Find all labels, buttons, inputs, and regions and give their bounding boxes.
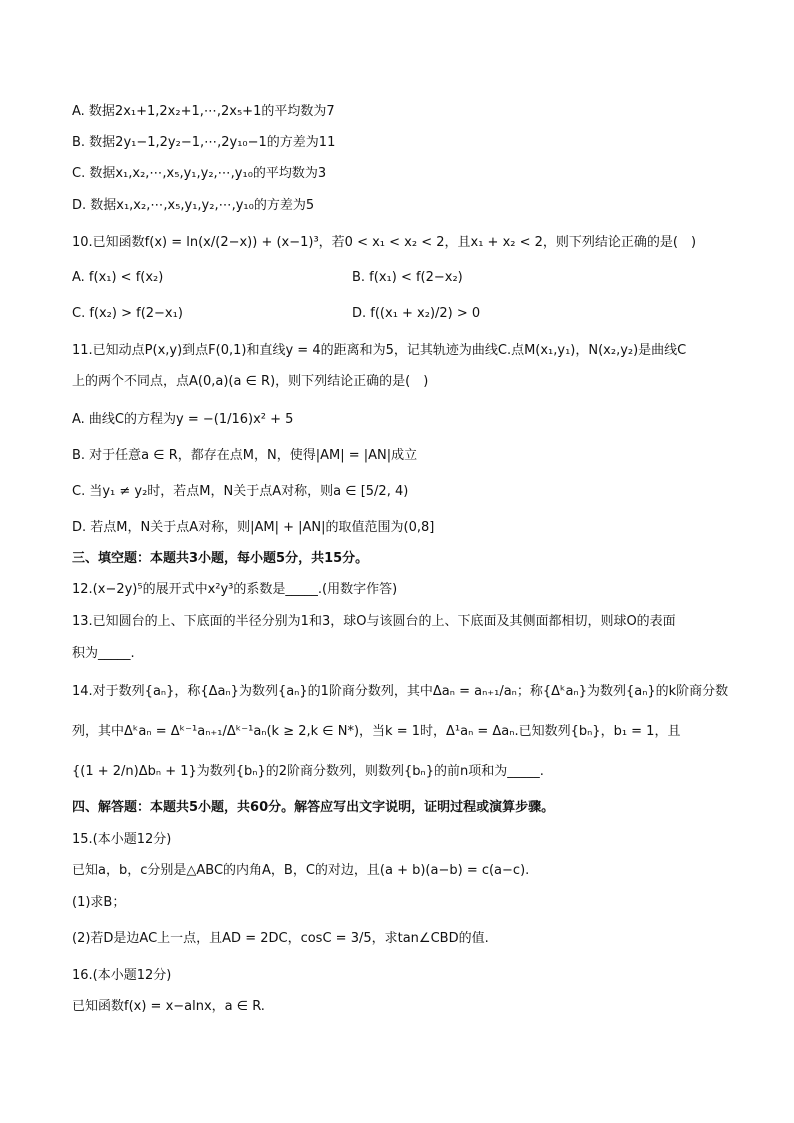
option-c-q10: C. f(x₂) > f(2−x₁): [72, 306, 183, 321]
q10-options-row1: [72, 268, 722, 288]
option-b-q10: B. f(x₁) < f(2−x₂): [352, 270, 463, 285]
question-14-line1: 14.对于数列{aₙ}，称{Δaₙ}为数列{aₙ}的1阶商分数列，其中Δaₙ = aₙ₊₁/aₙ；称{Δᵏaₙ}为数列{aₙ}的k阶商分数: [72, 684, 729, 699]
option-a-q10: A. f(x₁) < f(x₂): [72, 270, 164, 285]
question-14-line2: 列，其中Δᵏaₙ = Δᵏ⁻¹aₙ₊₁/Δᵏ⁻¹aₙ(k ≥ 2,k ∈ N*)，当k = 1时，Δ¹aₙ = Δaₙ.已知数列{bₙ}，b₁ = 1，且: [72, 724, 681, 739]
question-14-line3: {(1 + 2/n)Δbₙ + 1}为数列{bₙ}的2阶商分数列，则数列{bₙ}的前n项和为_____.: [72, 764, 544, 779]
question-11-line2: 上的两个不同点，点A(0,a)(a ∈ R)，则下列结论正确的是( ): [72, 374, 429, 389]
section-fill-in-header: 三、填空题：本题共3小题，每小题5分，共15分。: [72, 551, 369, 566]
question-15-part2: (2)若D是边AC上一点，且AD = 2DC，cosC = 3/5，求tan∠CBD的值.: [72, 931, 489, 946]
section-answer-header: 四、解答题：本题共5小题，共60分。解答应写出文字说明，证明过程或演算步骤。: [72, 800, 555, 815]
option-d-q10: D. f((x₁ + x₂)/2) > 0: [352, 306, 481, 321]
option-a-q9: A. 数据2x₁+1,2x₂+1,⋯,2x₅+1的平均数为7: [72, 104, 335, 119]
q10-options-row2: [72, 304, 722, 324]
question-16-title: 16.(本小题12分): [72, 968, 172, 983]
option-c-q9: C. 数据x₁,x₂,⋯,x₅,y₁,y₂,⋯,y₁₀的平均数为3: [72, 166, 327, 181]
question-10: 10.已知函数f(x) = ln(x/(2−x)) + (x−1)³，若0 < x₁ < x₂ < 2，且x₁ + x₂ < 2，则下列结论正确的是( ): [72, 235, 697, 250]
question-15-title: 15.(本小题12分): [72, 832, 172, 847]
question-16-stem: 已知函数f(x) = x−alnx，a ∈ R.: [72, 999, 265, 1014]
question-15-stem: 已知a，b，c分别是△ABC的内角A，B，C的对边，且(a + b)(a−b) = c(a−c).: [72, 863, 530, 878]
option-d-q11: D. 若点M，N关于点A对称，则|AM| + |AN|的取值范围为(0,8]: [72, 520, 435, 535]
option-b-q9: B. 数据2y₁−1,2y₂−1,⋯,2y₁₀−1的方差为11: [72, 135, 336, 150]
question-11-line1: 11.已知动点P(x,y)到点F(0,1)和直线y = 4的距离和为5，记其轨迹为曲线C.点M(x₁,y₁)，N(x₂,y₂)是曲线C: [72, 343, 687, 358]
question-15-part1: (1)求B；: [72, 895, 126, 910]
option-d-q9: D. 数据x₁,x₂,⋯,x₅,y₁,y₂,⋯,y₁₀的方差为5: [72, 198, 315, 213]
option-b-q11: B. 对于任意a ∈ R，都存在点M，N，使得|AM| = |AN|成立: [72, 448, 418, 463]
question-13-line1: 13.已知圆台的上、下底面的半径分别为1和3，球O与该圆台的上、下底面及其侧面都相切，则球O的表面: [72, 614, 676, 629]
option-c-q11: C. 当y₁ ≠ y₂时，若点M，N关于点A对称，则a ∈ [5/2, 4): [72, 484, 409, 499]
question-13-line2: 积为_____.: [72, 646, 135, 661]
question-12: 12.(x−2y)⁵的展开式中x²y³的系数是_____.(用数字作答): [72, 582, 398, 597]
option-a-q11: A. 曲线C的方程为y = −(1/16)x² + 5: [72, 412, 294, 427]
